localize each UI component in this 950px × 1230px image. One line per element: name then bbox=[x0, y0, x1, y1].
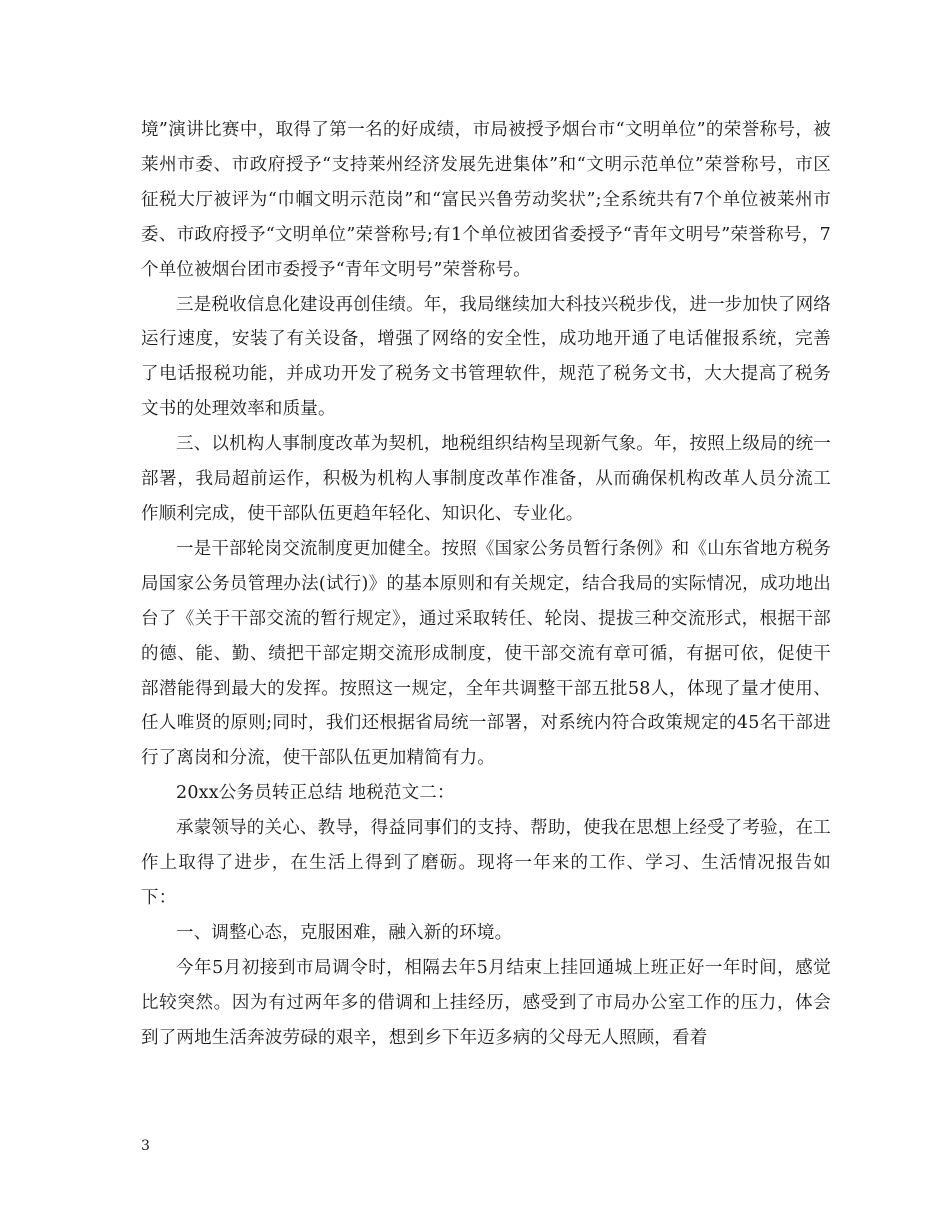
paragraph-8: 今年5月初接到市局调令时，相隔去年5月结束上挂回通城上班正好一年时间，感觉比较突然。因为有过两年多的借调和上挂经历，感受到了市局办公室工作的压力，体会到了两地生活奔波劳碌的艰辛，想到乡下年迈多病的父母无人照顾，看着 bbox=[141, 957, 831, 1048]
paragraph-6: 承蒙领导的关心、教导，得益同事们的支持、帮助，使我在思想上经受了考验，在工作上取得了进步，在生活上得到了磨砺。现将一年来的工作、学习、生活情况报告如下： bbox=[141, 818, 831, 908]
page-number: 3 bbox=[141, 1138, 150, 1154]
section-heading: 20xx公务员转正总结 地税范文二： bbox=[176, 783, 455, 804]
paragraph-3: 三、以机构人事制度改革为契机，地税组织结构呈现新气象。年，按照上级局的统一部署，我局超前运作，积极为机构人事制度改革作准备，从而确保机构改革人员分流工作顺利完成，使干部队伍更趋年轻化、知识化、专业化。 bbox=[141, 434, 831, 524]
body-text bbox=[141, 113, 831, 1055]
paragraph-2: 三是税收信息化建设再创佳绩。年，我局继续加大科技兴税步伐，进一步加快了网络运行速度，安装了有关设备，增强了网络的安全性，成功地开通了电话催报系统，完善了电话报税功能，并成功开发了税务文书管理软件，规范了税务文书，大大提高了税务文书的处理效率和质量。 bbox=[141, 294, 831, 420]
paragraph-4: 一是干部轮岗交流制度更加健全。按照《国家公务员暂行条例》和《山东省地方税务局国家公务员管理办法(试行)》的基本原则和有关规定，结合我局的实际情况，成功地出台了《关于干部交流的暂行规定》，通过采取转任、轮岗、提拔三种交流形式，根据干部的德、能、勤、绩把干部定期交流形成制度，使干部交流有章可循，有据可依，促使干部潜能得到最大的发挥。按照这一规定，全年共调整干部五批58人，体现了量才使用、任人唯贤的原则;同时，我们还根据省局统一部署，对系统内符合政策规定的45名干部进行了离岗和分流，使干部队伍更加精简有力。 bbox=[141, 538, 831, 769]
paragraph-1: 境”演讲比赛中，取得了第一名的好成绩，市局被授予烟台市“文明单位”的荣誉称号，被莱州市委、市政府授予“支持莱州经济发展先进集体”和“文明示范单位”荣誉称号，市区征税大厅被评为“巾帼文明示范岗”和“富民兴鲁劳动奖状”;全系统共有7个单位被莱州市委、市政府授予“文明单位”荣誉称号;有1个单位被团省委授予“青年文明号”荣誉称号，7个单位被烟台团市委授予“青年文明号”荣誉称号。 bbox=[141, 120, 831, 280]
paragraph-7: 一、调整心态，克服困难，融入新的环境。 bbox=[176, 922, 513, 943]
